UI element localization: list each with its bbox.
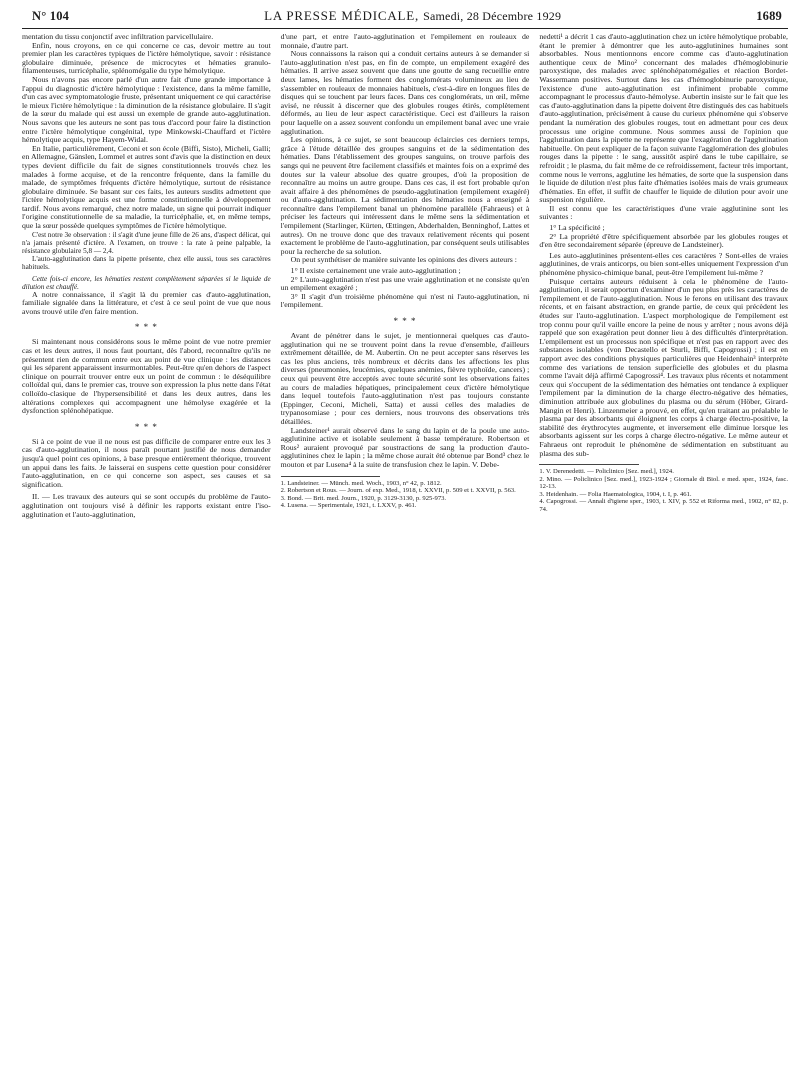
journal-name: LA PRESSE MÉDICALE, (264, 8, 420, 23)
characteristics-list (539, 224, 788, 250)
page-folio: 1689 (756, 9, 782, 23)
footnotes (281, 476, 530, 510)
section-separator: * * * (134, 421, 158, 432)
paragraph: Il est connu que les caractéristiques d'une vraie agglutinine sont les suivantes : (539, 203, 789, 222)
paragraph: Si à ce point de vue il ne nous est pas difficile de comparer entre eux les 3 cas d'auto-agglutination, il nous paraît pourtant justifié de nous demander jusqu'à quel point ces opinions, à base presque entièrement théorique, trouvent un appui dans les faits. Je laisserai en suspens cette question pour considérer l'auto-agglutination, en ce qui concerne son aspect, ses causes et sa signification. (22, 436, 271, 489)
paragraph: A notre connaissance, il s'agit là du premier cas d'auto-agglutination, familiale signalée dans la littérature, et c'est à ce seul point de vue que nous avons trouvé utile d'en faire mention. (22, 289, 271, 316)
list-item: 1° La spécificité ; (549, 223, 605, 233)
text-columns (22, 33, 788, 519)
footnote: 3. Bond. — Brit. med. Journ., 1920, p. 3129-3130, p. 925-973. (280, 494, 447, 502)
column-2 (281, 33, 530, 519)
observation-paragraph: L'auto-agglutination dans la pipette présente, chez elle aussi, tous ses caractères habituels. (22, 254, 271, 271)
section-separator: * * * (134, 322, 158, 333)
opinions-list (281, 267, 530, 310)
issue-number: N° 104 (32, 9, 70, 23)
paragraph: d'une part, et entre l'auto-agglutination et l'empilement en rouleaux de monnaie, d'autre part. (280, 32, 530, 50)
footnote: 1. Landsteiner. — Münch. med. Woch., 1903, n° 42, p. 1812. (280, 479, 442, 487)
column-3 (539, 33, 788, 519)
paragraph: Puisque certains auteurs réduisent à cela le phénomène de l'auto-agglutination, il serait opportun d'examiner d'un peu plus près les caractères de l'empilement et de l'auto-agglutination. Nous le ferons en utilisant des travaux récents, et en faisant abstraction, en grande partie, de ceux qui précèdent les études sur l'auto-agglutination. L'aspect morphologique de l'empilement est trop connu pour qu'il vaille encore la peine de nous y arrêter ; nous avons déjà rappelé que son exagération peut donner lieu à des difficultés d'interprétation. L'empilement est un processus non spécifique et n'est pas en rapport avec des substances isolables (von Decastello et Sturli, Biffi, Capogrossi) ; il est en rapport avec des conditions physiques particulières que Heidenhain³ interprète comme des variations de tension superficielle des globules et du plasma comme l'avait déjà affirmé Capogrossi⁴. Les travaux plus récents et notamment ceux qui s'occupent de la sédimentation des hématies ont tendance à expliquer l'empilement par la diminution de la charge électro-négative des hématies, diminution attribuée aux globulines du plasma ou du sérum (Höber, Girard-Mangin et Henri). Linzenmeier a prouvé, en effet, qu'en traitant au préalable le plasma par des absorbants qui éloignent les corps à charge électro-positive, la stabilité des érythrocytes augmente, et inversement elle diminue lorsque les absorbants agissent sur les corps à charge électro-négative. Le même auteur et Fahraeus ont reproduit le phénomène de sédimentation en substituant au plasma des sub- (539, 276, 789, 458)
paragraph: Avant de pénétrer dans le sujet, je mentionnerai quelques cas d'auto-agglutination qui ne se trouvent point dans la revue d'ensemble, d'ailleurs extrêmement détaillée, de M. Aubertin. On ne peut accepter sans réserves les cas les plus anciens, très nombreux et décrits dans les affections les plus diverses (pneumonies, leucémies, quelques anémies, fièvre typhoïde, cancers) ; ceux qui peuvent être acceptés avec toute sécurité sont les observations faites au cours de maladies hépatiques, principalement ceux d'ictère hémolytique dans lequel toutefois l'auto-agglutination n'est pas toujours constante (Eppinger, Ceconi, Micheli, Satta) et aussi celles des maladies de trypanosomiase ; pour ces derniers, nous trouvons des observations très détaillées. (280, 331, 530, 426)
issue-date: Samedi, 28 Décembre 1929 (423, 9, 562, 23)
paragraph: mentation du tissu conjonctif avec infiltration parvicellulaire. (22, 32, 214, 41)
column-1 (22, 33, 271, 519)
footnote: 4. Capogrossi. — Annali d'igiene sper., 1903, t. XIV, p. 552 et Riforma med., 1902, n° 82, p. 74. (539, 498, 789, 514)
paragraph: nedetti¹ a décrit 1 cas d'auto-agglutination chez un ictère hémolytique probable, étant le premier à démontrer que les auto-agglutinines humaines sont absorbables. Nous mentionnons encore comme cas d'auto-agglutination authentique ceux de Mino² concernant des malades d'hémoglobinurie paroxystique, des malades avec splénohépatomégalies et réaction Bordet-Wassermann positives. Surtout dans les cas d'hémoglobinurie paroxystique, l'existence d'une auto-agglutination est infiniment probable comme accompagnant le processus d'auto-hémolyse. Aubertin insiste sur le fait que les cas d'auto-agglutination dans la pipette doivent être distingués des cas habituels d'auto-agglutination, précisément à cause du curieux phénomène qui s'observe pendant la numération des globules rouges, tout en admettant pour ces deux processus une origine commune. Nous sommes aussi de l'opinion que l'agglutination dans la pipette ne représente que l'exagération de l'agglutination habituelle. On peut expliquer de la façon suivante l'agglomération des globules rouges dans la pipette : le sang, aussitôt aspiré dans le tube capillaire, se refroidit ; le plasma, du fait même de ce refroidissement, facteur très important, comme nous le verrons, agglutine les hématies, de sorte que la suspension dans le liquide de dilution n'est plus faite d'hématies isolées mais de vrais grumeaux d'hématies. En effet, il suffit de chauffer le liquide de dilution pour avoir une suspension régulière. (539, 32, 789, 205)
list-item: 2° L'auto-agglutination n'est pas une vraie agglutination et ne consiste qu'en un empilement exagéré ; (280, 274, 530, 293)
list-item: 3° Il s'agit d'un troisième phénomène qui n'est ni l'auto-agglutination, ni l'empilement. (280, 291, 530, 310)
paragraph: En Italie, particulièrement, Ceconi et son école (Biffi, Sisto), Micheli, Galli; en Allemagne, Gänslen, Lommel et autres sont d'avis que la distinction en deux types devient difficile du fait de signes constitutionnels trouvés chez les malades à forme acquise, et de la rencontre fréquente, dans la famille du malade, de symptômes fréquents d'ictère hémolytique, surtout de résistance globulaire diminuée. Se basant sur ces faits, les auteurs susdits admettent que l'ictère hémolytique acquis est une forme constitutionnelle à développement tardif. Nous avons remarqué, chez notre malade, un signe qui pourrait indiquer l'origine constitutionnelle de sa maladie, la turricéphalie, et, en même temps, que la sœur possède quelques symptômes de l'ictère hémolytique. (22, 143, 271, 231)
footnote: 2. Mino. — Policlinico [Sez. med.], 1923-1924 ; Giornale di Biol. e med. sper., 1924, fasc. 12-13. (539, 475, 789, 491)
paragraph: II. — Les travaux des auteurs qui se sont occupés du problème de l'auto-agglutination ont toujours visé à définir les rapports existant entre l'iso-agglutination et l'auto-agglutination, (22, 492, 271, 519)
observation-paragraph: C'est notre 3e observation : il s'agit d'une jeune fille de 26 ans, d'aspect délicat, qui n'a jamais présenté d'ictère. A l'examen, on trouve : la rate à peine palpable, la résistance globulaire 5,8 — 2,4. (22, 230, 271, 255)
list-item: 1° Il existe certainement une vraie auto-agglutination ; (290, 266, 461, 276)
footnotes (539, 464, 788, 514)
paragraph: Nous connaissons la raison qui a conduit certains auteurs à se demander si l'auto-agglutination n'est pas, en fin de compte, un empilement exagéré des hématies. Il arrive assez souvent que dans une goutte de sang recueillie entre deux lames, les hématies forment des conglomérats volumineux au lieu de s'assembler en rouleaux de monnaies habituels, c'est-à-dire en longues files de disques qui se touchent par leurs faces. Dans ces conglomérats, un œil, même avisé, ne réussit à discerner que des globules rouges étirés, complètement déformés, au lieu de leur aspect caractéristique. Ceci est d'ailleurs la raison pour laquelle on a assez souvent confondu un empilement banal avec une vraie agglutination. (280, 49, 530, 136)
footnote: 1. V. Derenedetti. — Policlinico [Sez. med.], 1924. (539, 468, 674, 476)
footnote: 3. Heidenhain. — Folia Haematologica, 1904, t. I, p. 461. (539, 490, 692, 498)
paragraph: Nous n'avons pas encore parlé d'un autre fait d'une grande importance à l'appui du diagnostic d'ictère hémolytique : l'existence, dans la même famille, d'un cas avec symptomatologie fruste, présentant uniquement ce qui caractérise le mieux l'ictère hémolytique : la diminution de la résistance globulaire. Il s'agit de la sœur du malade qui est aussi un exemple de grande auto-agglutination. Nous savons que les auteurs ne sont pas tous d'accord pour faire la distinction entre l'ictère hémolytique congénital, type Minkowski-Chauffard et l'ictère hémolytique acquis, type Hayem-Widal. (22, 74, 271, 145)
footnote: 2. Robertson et Rous. — Journ. of exp. Med., 1918, t. XXVII, p. 509 et t. XXVII, p. 563. (280, 487, 516, 495)
paragraph: Landsteiner¹ aurait observé dans le sang du lapin et de la poule une auto-agglutinine active et isolable seulement à basse température. Robertson et Rous² auraient provoqué par soustractions de sang la production d'auto-agglutinines chez le lapin ; la même chose aurait été obtenue par Bond³ chez le mouton et par Lusena⁴ à la suite de transfusion chez le lapin. V. Debe- (280, 425, 530, 469)
page-header (22, 8, 788, 29)
list-item: 2° La propriété d'être spécifiquement absorbée par les globules rouges et d'en être secondairement séparée (épreuve de Landsteiner). (539, 231, 789, 250)
journal-title (264, 8, 561, 24)
paragraph: Les auto-agglutinines présentent-elles ces caractères ? Sont-elles de vraies agglutinines, de vrais anticorps, ou bien sont-elles uniquement l'expression d'un phénomène physico-chimique banal, peut-être l'empilement lui-même ? (539, 250, 789, 278)
paragraph: On peut synthétiser de manière suivante les opinions des divers auteurs : (290, 255, 517, 265)
paragraph: Les opinions, à ce sujet, se sont beaucoup éclaircies ces derniers temps, grâce à l'étude détaillée des groupes sanguins et de la sédimentation des hématies. Dans l'établissement des groupes sanguins, on trouve parfois des sangs qui ne peuvent être facilement classifiés et maintes fois on a exprimé des doutes sur la valeur absolue des quatre groupes, d'où la proposition de reconnaître au moins un autre groupe. Dans ces cas, il est fort probable qu'on avait affaire à des phénomènes de pseudo-agglutination (empilement exagéré) ou d'auto-agglutination. La sédimentation des hématies nous a enseigné à reconnaître dans l'empilement banal un phénomène parallèle (Fahraeus) et à préciser les facteurs qui intéressent dans le même sens la sédimentation et l'empilement (Starlinger, Kürten, Œttingen, Abderhalden, Benninghof, Lattes et autres). On ne trouve donc que des travaux relativement récents qui posent exactement le problème de l'auto-agglutination, par conséquent seuls utilisables pour la recherche de sa solution. (280, 135, 530, 256)
section-separator: * * * (393, 316, 417, 326)
footnote: 4. Lusena. — Sperimentale, 1921, t. LXXV, p. 461. (280, 502, 417, 510)
italic-note: Cette fois-ci encore, les hématies restent complètement séparées si le liquide de dilution est chauffé. (22, 274, 271, 291)
paragraph: Si maintenant nous considérons sous le même point de vue notre premier cas et les deux autres, il nous faut pourtant, dès l'abord, reconnaître qu'ils ne présentent rien de commun entre eux au point de vue clinique : les distances qui les séparent apparaissent insurmontables. Peut-être qu'en dehors de l'aspect clinique on pourrait trouver entre eux un point de commun : le déséquilibre colloïdal qui, dans le premier cas, trouve son expression la plus nette dans l'état colloïdo-clasique de l'hypersensibilité et dans les deux autres, dans les altérations complexes qui accompagnent une hémolyse exagérée et la dysfonction splénohépatique. (22, 337, 271, 416)
paragraph: Enfin, nous croyons, en ce qui concerne ce cas, devoir mettre au tout premier plan les caractères typiques de l'ictère hémolytique, savoir : résistance globulaire diminuée, présence de microcytes et hématies granulo-filamenteuses, turricéphalie, splénomégalie du type hémolytique. (22, 40, 271, 76)
